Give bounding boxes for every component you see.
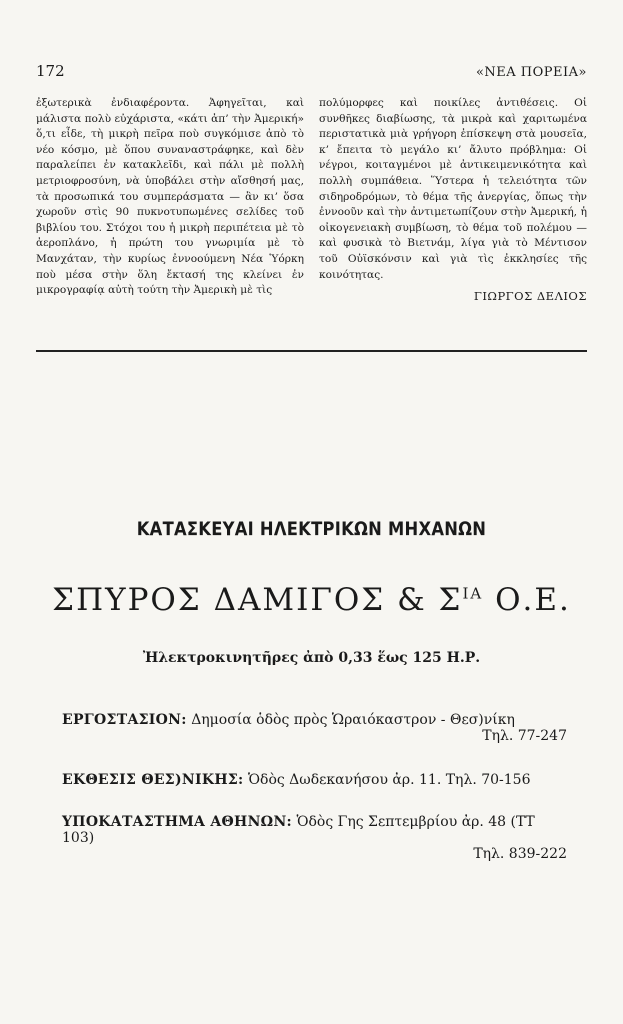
ad-factory-tel: Τηλ. 77-247 — [482, 728, 567, 744]
article-right-column — [319, 96, 587, 305]
ad-company-suffix: Ο.Ε. — [483, 582, 571, 618]
article-left-column — [36, 96, 304, 305]
ad-exhibit-address: Ὁδὸς Δωδεκανήσου ἀρ. 11. Τηλ. 70-156 — [247, 772, 531, 788]
ad-company-sup: ΙΑ — [462, 584, 484, 603]
article-right-text: πολύμορφες καὶ ποικίλες ἀντιθέσεις. Οἱ συνθῆκες διαβίωσης, τὰ μικρὰ καὶ χαριτωμένα περιστατικὰ μιὰ γρήγορη ἐπίσκεψη στὰ μουσεῖα, κ’ ἔπειτα τὸ μεγάλο κι’ ἄλυτο πρόβλημα: Οἱ νέγροι, κοιταγμένοι μὲ ἀντικειμενικότητα καὶ πολλὴ συμπάθεια. Ὕστερα ἡ τελειότητα τῶν σιδηροδρόμων, τὸ θέμα τῆς ἀνεργίας, ὅπως τὴν ἐννοοῦν καὶ τὴν ἀντιμετωπίζουν στὴν Ἀμερική, ἡ οἰκογενειακὴ συμβίωση, τὸ θέμα τοῦ πολέμου — καὶ φυσικὰ τὸ Βιετνάμ, λίγα γιὰ τὸ Μέντισον τοῦ Οὐϊσκόνσιν καὶ γιὰ τὶς ἐκκλησίες τῆς κοινότητας. — [319, 97, 587, 281]
ad-factory-label: ΕΡΓΟΣΤΑΣΙΟΝ: — [62, 712, 187, 728]
article-columns — [36, 96, 587, 305]
ad-exhibit-label: ΕΚΘΕΣΙΣ ΘΕΣ)ΝΙΚΗΣ: — [62, 772, 244, 788]
ad-branch-address: Ὁδὸς Γης Σεπτεμβρίου ἀρ. 48 (ΤΤ 103) — [62, 814, 535, 846]
journal-title: «ΝΕΑ ΠΟΡΕΙΑ» — [475, 65, 587, 80]
ad-exhibit — [62, 772, 567, 788]
ad-company-name — [0, 582, 623, 618]
article-author: ΓΙΩΡΓΟΣ ΔΕΛΙΟΣ — [473, 289, 587, 304]
ad-subtitle: ΚΑΤΑΣΚΕΥΑΙ ΗΛΕΚΤΡΙΚΩΝ ΜΗΧΑΝΩΝ — [136, 518, 487, 540]
ad-branch-label: ΥΠΟΚΑΤΑΣΤΗΜΑ ΑΘΗΝΩΝ: — [62, 814, 293, 830]
article-left-text: ἐξωτερικὰ ἐνδιαφέροντα. Ἀφηγεῖται, καὶ μάλιστα πολὺ εὐχάριστα, «κάτι ἀπ’ τὴν Ἀμερική» ὅ,τι εἶδε, τὴ μικρὴ πεῖρα ποὺ συγκόμισε ἀπὸ τὸ νέο κόσμο, μὲ ὅπου συναναστράφηκε, καὶ δὲν παραλείπει ἐν κατακλεῖδι, καὶ πάλι μὲ πολλὴ μετριοφροσύνη, νὰ ὑποβάλει στὴν αἴσθησή μας, τὰ προσωπικά του συμπεράσματα — ἂν κι’ ὅσα χωροῦν στὶς 90 πυκνοτυπωμένες σελίδες τοῦ βιβλίου του. Στόχοι του ἡ μικρὴ περιπέτεια μὲ τὸ ἀεροπλάνο, ἡ πρώτη του γνωριμία μὲ τὸ Μανχάταν, τὴν κυρίως ἐννοούμενη Νέα Ὑόρκη ποὺ μέσα στὴν ὅλη ἔκτασή της κλείνει ἐν μικρογραφίᾳ αὐτὴ τούτη τὴν Ἀμερικὴ μὲ τὶς — [36, 97, 304, 297]
section-divider — [36, 350, 587, 352]
ad-motors-line: Ἠλεκτροκινητῆρες ἀπὸ 0,33 ἕως 125 Η.Ρ. — [142, 650, 481, 666]
ad-company-main: ΣΠΥΡΟΣ ΔΑΜΙΓΟΣ & Σ — [52, 582, 463, 618]
page-header — [36, 62, 587, 80]
ad-branch — [62, 814, 567, 862]
ad-factory — [62, 712, 567, 744]
page-number: 172 — [36, 62, 65, 80]
ad-factory-address: Δημοσία ὁδὸς πρὸς Ὡραιόκαστρον - Θεσ)νίκη — [191, 712, 515, 728]
ad-branch-tel: Τηλ. 839-222 — [473, 846, 567, 862]
